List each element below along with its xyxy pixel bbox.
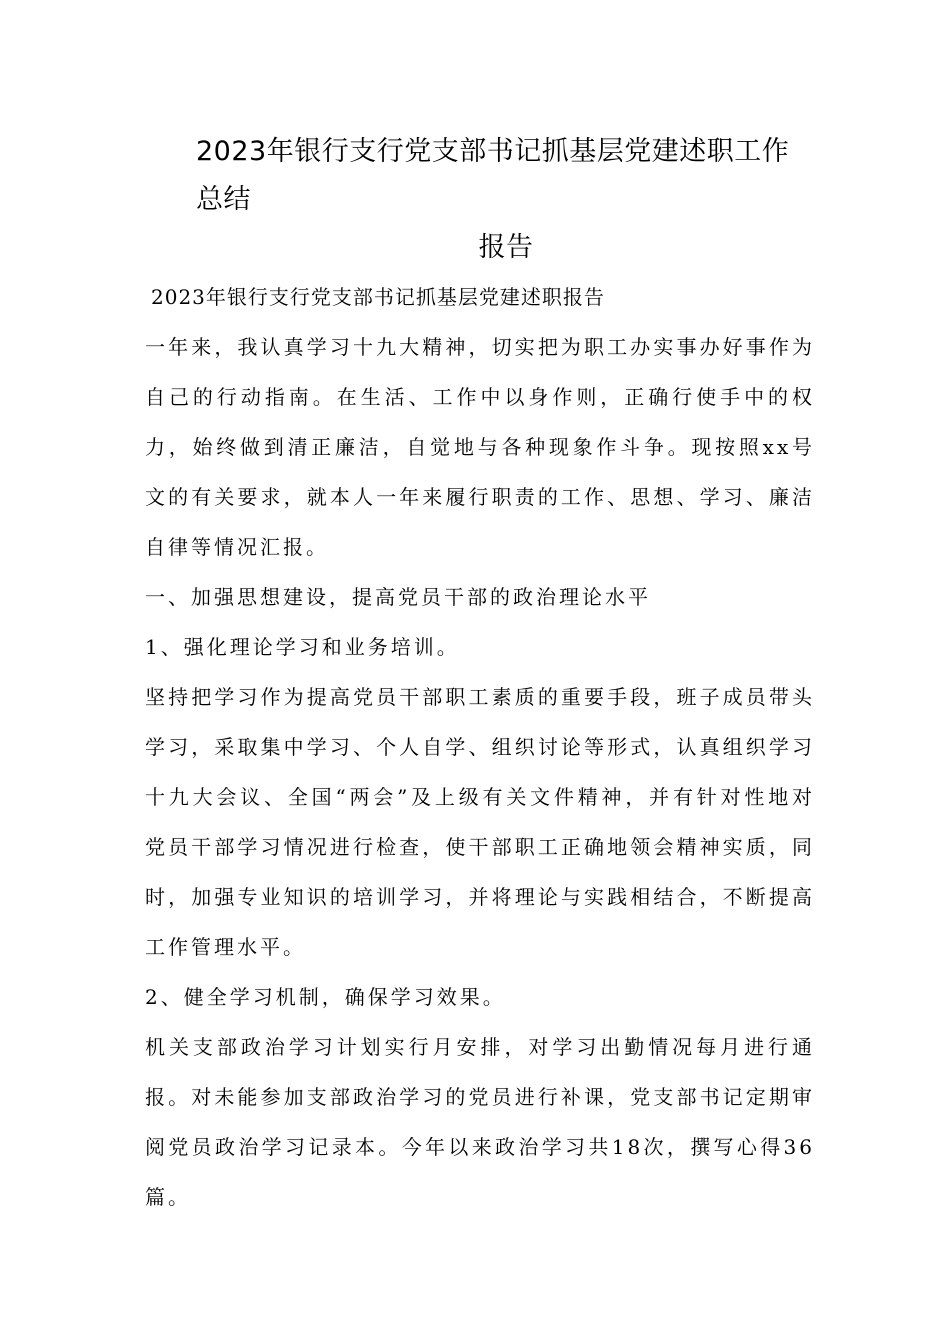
title-line-1: 2023年银行支行党支部书记抓基层党建述职工作总结 [196, 136, 790, 215]
subsection-heading-2: 2、健全学习机制，确保学习效果。 [145, 985, 506, 1009]
document-body [145, 272, 815, 1222]
subsection-paragraph-1: 坚持把学习作为提高党员干部职工素质的重要手段，班子成员带头学习，采取集中学习、个人自学、组织讨论等形式，认真组织学习十九大会议、全国“两会”及上级有关文件精神，并有针对性地对党员干部学习情况进行检查，使干部职工正确地领会精神实质，同时，加强专业知识的培训学习，并将理论与实践相结合，不断提高工作管理水平。 [145, 685, 815, 959]
title-line-2: 报告 [478, 232, 534, 263]
section-heading-1: 一、加强思想建设，提高党员干部的政治理论水平 [145, 585, 651, 609]
document-title [196, 128, 816, 272]
report-subtitle: 2023年银行支行党支部书记抓基层党建述职报告 [151, 285, 605, 309]
intro-paragraph: 一年来，我认真学习十九大精神，切实把为职工办实事办好事作为自己的行动指南。在生活、工作中以身作则，正确行使手中的权力，始终做到清正廉洁，自觉地与各种现象作斗争。现按照xx号文的有关要求，就本人一年来履行职责的工作、思想、学习、廉洁自律等情况汇报。 [145, 335, 815, 559]
subsection-heading-1: 1、强化理论学习和业务培训。 [145, 635, 460, 659]
subsection-paragraph-2: 机关支部政治学习计划实行月安排，对学习出勤情况每月进行通报。对未能参加支部政治学习的党员进行补课，党支部书记定期审阅党员政治学习记录本。今年以来政治学习共18次，撰写心得36篇。 [145, 1035, 815, 1209]
